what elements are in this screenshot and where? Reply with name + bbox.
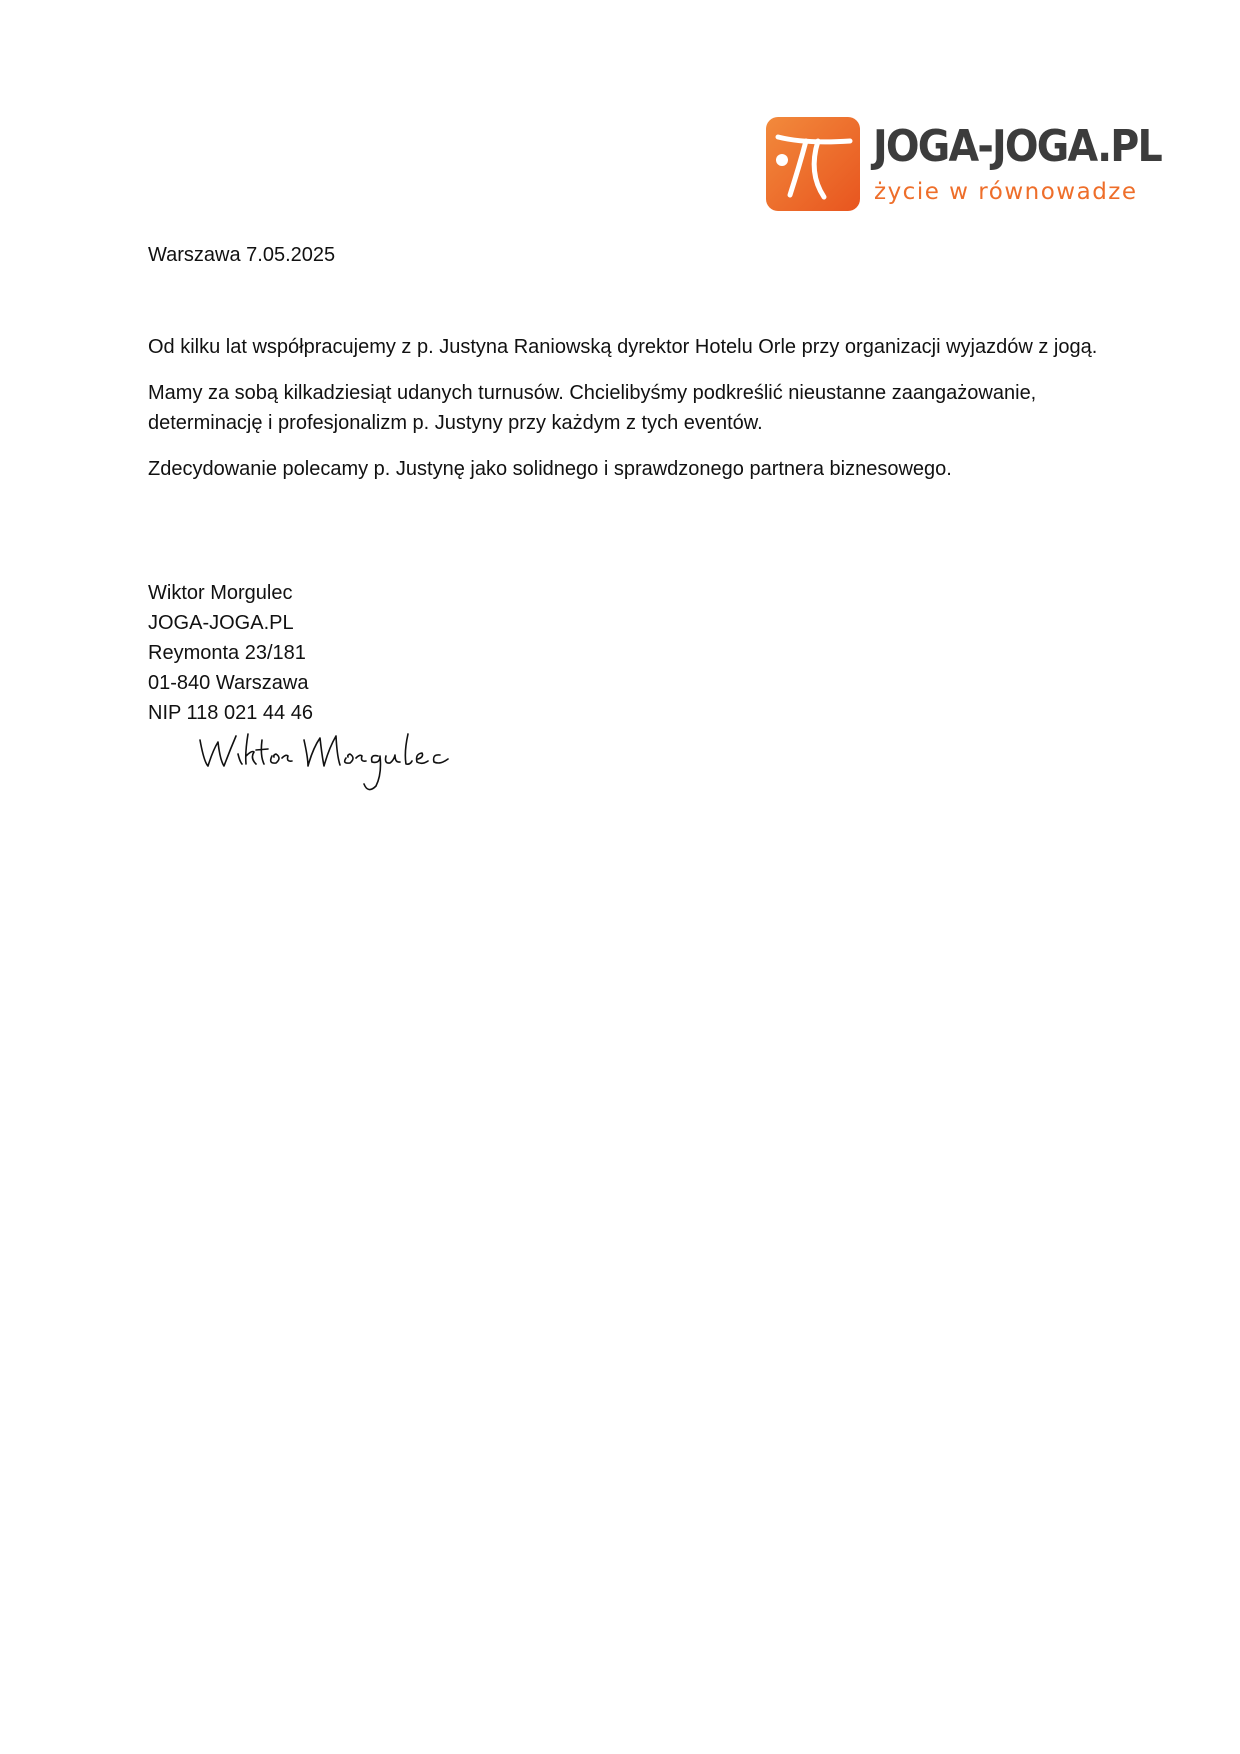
paragraph: Zdecydowanie polecamy p. Justynę jako solidnego i sprawdzonego partnera biznesowego. — [148, 458, 952, 480]
sender-nip: NIP 118 021 44 46 — [148, 702, 313, 724]
paragraph: Od kilku lat współpracujemy z p. Justyna Raniowską dyrektor Hotelu Orle przy organizacji wyjazdów z jogą. — [148, 336, 1098, 358]
sender-details — [148, 578, 313, 728]
handwritten-signature — [196, 728, 466, 798]
logo-tagline: życie w równowadze — [874, 179, 1138, 205]
letter-date: Warszawa 7.05.2025 — [148, 244, 336, 266]
company-logo — [766, 117, 1161, 213]
paragraph: Mamy za sobą kilkadziesiąt udanych turnusów. Chcielibyśmy podkreślić nieustanne zaangażowanie, determinację i profesjonalizm p. Justyny przy każdym z tych eventów. — [148, 382, 1037, 434]
yoga-figure-icon — [766, 117, 860, 211]
sender-street: Reymonta 23/181 — [148, 642, 306, 664]
letter-body — [148, 332, 1098, 500]
logo-title: JOGA-JOGA.PL — [873, 121, 1161, 172]
sender-city: 01-840 Warszawa — [148, 672, 309, 694]
sender-name: Wiktor Morgulec — [148, 582, 293, 604]
sender-company: JOGA-JOGA.PL — [148, 612, 294, 634]
